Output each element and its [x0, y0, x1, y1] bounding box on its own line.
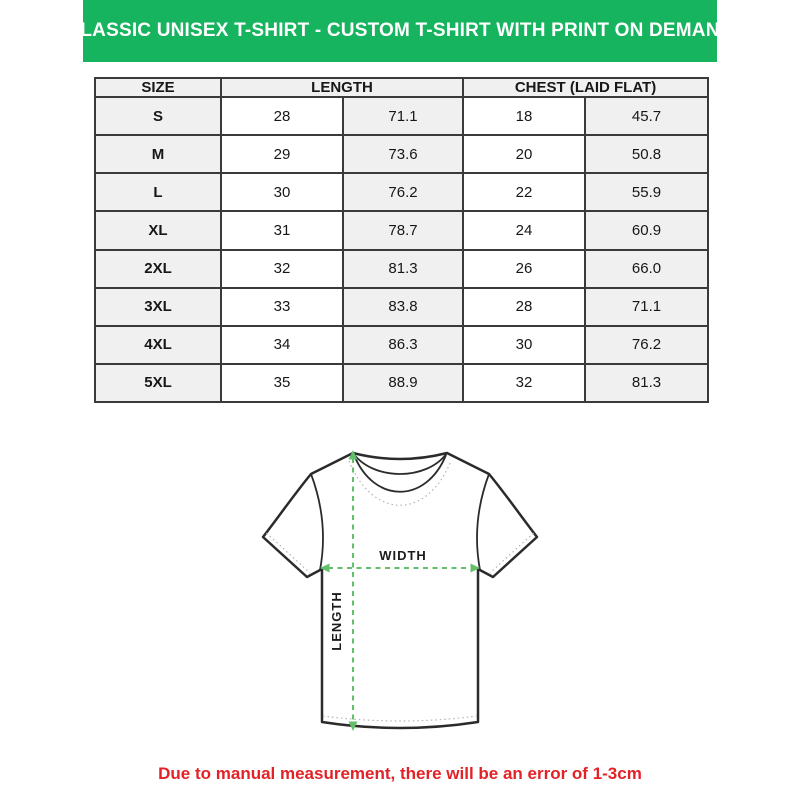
- length-cm: 71.1: [343, 97, 463, 135]
- title-banner: [66, 0, 734, 62]
- size-label: L: [95, 173, 221, 211]
- chest-in: 26: [463, 250, 585, 288]
- size-label: 3XL: [95, 288, 221, 326]
- length-cm: 83.8: [343, 288, 463, 326]
- header-chest: CHEST (LAID FLAT): [463, 78, 708, 97]
- header-length: LENGTH: [221, 78, 463, 97]
- size-label: 5XL: [95, 364, 221, 402]
- chest-cm: 71.1: [585, 288, 708, 326]
- table-row: [95, 364, 708, 402]
- chest-cm: 60.9: [585, 211, 708, 249]
- length-cm: 73.6: [343, 135, 463, 173]
- chest-in: 22: [463, 173, 585, 211]
- size-label: M: [95, 135, 221, 173]
- length-cm: 78.7: [343, 211, 463, 249]
- length-cm: 76.2: [343, 173, 463, 211]
- chest-in: 32: [463, 364, 585, 402]
- length-in: 35: [221, 364, 343, 402]
- chest-cm: 66.0: [585, 250, 708, 288]
- page-title: CLASSIC UNISEX T-SHIRT - CUSTOM T-SHIRT WITH PRINT ON DEMAND: [66, 20, 734, 41]
- length-in: 34: [221, 326, 343, 364]
- table-header-row: [95, 78, 708, 97]
- table-row: [95, 173, 708, 211]
- size-chart-table: [94, 77, 709, 403]
- length-label: LENGTH: [329, 591, 344, 651]
- length-in: 32: [221, 250, 343, 288]
- chest-cm: 50.8: [585, 135, 708, 173]
- length-in: 30: [221, 173, 343, 211]
- chest-cm: 81.3: [585, 364, 708, 402]
- width-label: WIDTH: [379, 548, 427, 563]
- table-row: [95, 288, 708, 326]
- length-in: 29: [221, 135, 343, 173]
- tshirt-outline: [263, 453, 537, 728]
- length-in: 28: [221, 97, 343, 135]
- table-row: [95, 97, 708, 135]
- chest-in: 18: [463, 97, 585, 135]
- size-label: S: [95, 97, 221, 135]
- length-cm: 81.3: [343, 250, 463, 288]
- chest-cm: 76.2: [585, 326, 708, 364]
- chest-cm: 55.9: [585, 173, 708, 211]
- chest-in: 28: [463, 288, 585, 326]
- chest-cm: 45.7: [585, 97, 708, 135]
- chest-in: 20: [463, 135, 585, 173]
- size-label: XL: [95, 211, 221, 249]
- measurement-note: Due to manual measurement, there will be an error of 1-3cm: [158, 764, 642, 783]
- size-label: 2XL: [95, 250, 221, 288]
- table-row: [95, 326, 708, 364]
- length-cm: 88.9: [343, 364, 463, 402]
- size-label: 4XL: [95, 326, 221, 364]
- table-row: [95, 211, 708, 249]
- length-cm: 86.3: [343, 326, 463, 364]
- table-row: [95, 250, 708, 288]
- table-row: [95, 135, 708, 173]
- length-in: 31: [221, 211, 343, 249]
- tshirt-measurement-diagram: [240, 430, 560, 750]
- chest-in: 30: [463, 326, 585, 364]
- chest-in: 24: [463, 211, 585, 249]
- header-size: SIZE: [95, 78, 221, 97]
- length-in: 33: [221, 288, 343, 326]
